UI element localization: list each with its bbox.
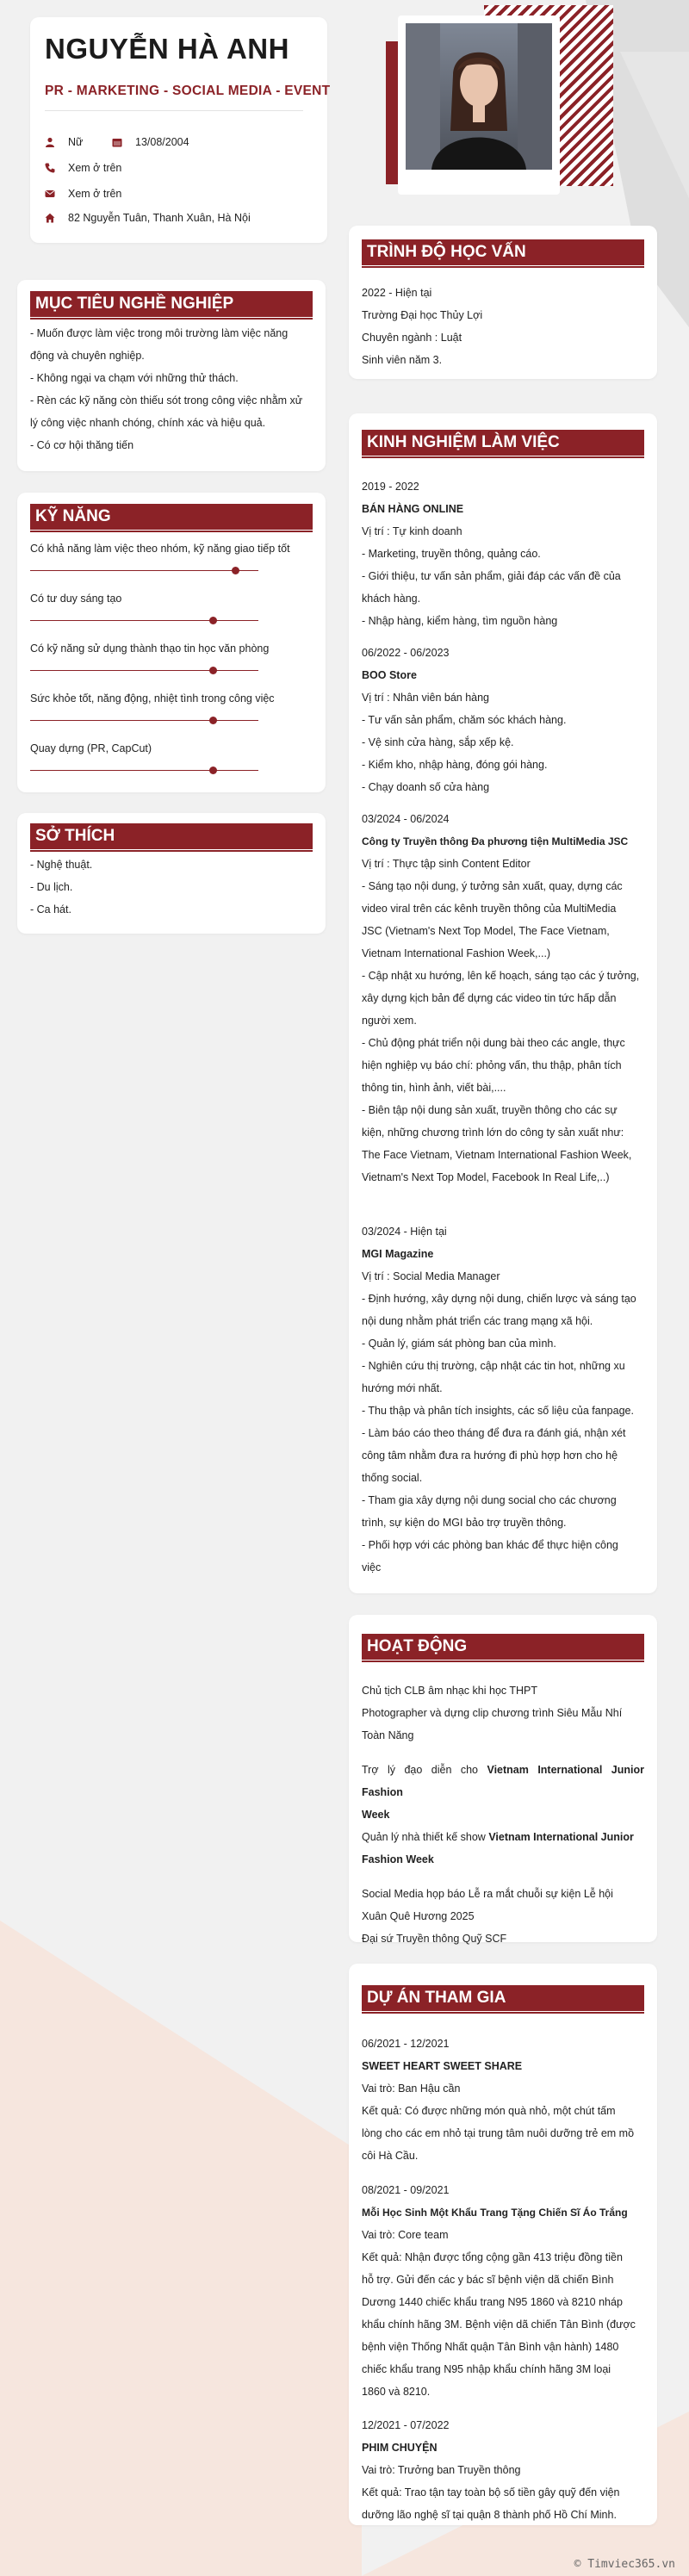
project-line: Kết quả: Trao tận tay toàn bộ số tiền gây quỹ đến viện — [362, 2486, 620, 2498]
education-status: Sinh viên năm 3. — [362, 354, 443, 366]
birthdate-value: 13/08/2004 — [135, 136, 189, 148]
activity-item: Photographer và dựng clip chương trình Siêu Mẫu Nhí — [362, 1707, 623, 1719]
person-icon — [45, 137, 55, 147]
skill-bar — [30, 570, 258, 571]
education-title: TRÌNH ĐỘ HỌC VẤN — [362, 239, 644, 265]
project-name: Mỗi Học Sinh Một Khẩu Trang Tặng Chiến Sĩ Áo Trắng — [362, 2207, 628, 2219]
activity-item: Toàn Năng — [362, 1729, 414, 1741]
job-company: BOO Store — [362, 669, 417, 681]
experience-title: KINH NGHIỆM LÀM VIỆC — [362, 430, 644, 456]
job-line: trình, sự kiện do MGI bảo trợ truyền thông. — [362, 1517, 567, 1529]
activity-event: Fashion Week — [362, 1853, 434, 1865]
candidate-subtitle: PR - MARKETING - SOCIAL MEDIA - EVENT — [45, 84, 331, 98]
project-name: PHIM CHUYỆN — [362, 2442, 438, 2454]
job-entry — [362, 1220, 644, 1579]
job-line: - Phối hợp với các phòng ban khác để thực hiện công — [362, 1539, 618, 1551]
objective-line: - Muốn được làm việc trong môi trường làm việc năng — [30, 327, 289, 339]
skill-bar — [30, 720, 258, 721]
job-line: - Quản lý, giám sát phòng ban của mình. — [362, 1338, 556, 1350]
job-line: - Giới thiệu, tư vấn sản phẩm, giải đáp các vấn đề của — [362, 570, 621, 582]
project-line: 1860 và 8210. — [362, 2386, 431, 2398]
phone-value: Xem ở trên — [68, 162, 122, 174]
info-address — [45, 212, 251, 224]
job-line: kiện, những chương trình lớn do công ty sản xuất như: — [362, 1127, 624, 1139]
job-line: - Marketing, truyền thông, quảng cáo. — [362, 548, 541, 560]
job-line: Vietnam International Fashion Week,...) — [362, 947, 551, 959]
project-entry — [362, 2414, 644, 2526]
education-period: 2022 - Hiện tại — [362, 287, 432, 299]
job-line: video viral trên các kênh truyền thông của MultiMedia — [362, 903, 617, 915]
skill-label: Có khả năng làm việc theo nhóm, kỹ năng giao tiếp tốt — [30, 543, 290, 555]
hobbies-body — [30, 853, 313, 921]
education-school: Trường Đại học Thủy Lợi — [362, 309, 483, 321]
job-entry — [362, 808, 644, 1189]
job-line: hướng mới nhất. — [362, 1382, 443, 1394]
objective-line: động và chuyên nghiệp. — [30, 350, 145, 362]
project-role: Vai trò: Trưởng ban Truyền thông — [362, 2464, 521, 2476]
skill-handle — [209, 717, 217, 724]
job-company: BÁN HÀNG ONLINE — [362, 503, 464, 515]
job-line: - Thu thập và phân tích insights, các số liệu của fanpage. — [362, 1405, 634, 1417]
job-line: - Tư vấn sản phẩm, chăm sóc khách hàng. — [362, 714, 567, 726]
job-line: thống social. — [362, 1472, 423, 1484]
objective-line: lý công việc nhanh chóng, chính xác và hiệu quả. — [30, 417, 266, 429]
job-line: - Định hướng, xây dựng nội dung, chiến lược và sáng tạo — [362, 1293, 636, 1305]
job-period: 03/2024 - Hiện tại — [362, 1226, 447, 1238]
footer-watermark: © Timviec365.vn — [574, 2558, 675, 2571]
info-email[interactable] — [45, 188, 121, 200]
job-line: - Tham gia xây dựng nội dung social cho các chương — [362, 1494, 617, 1506]
project-line: dưỡng lão nghệ sĩ tại quận 8 thành phố Hồ Chí Minh. — [362, 2509, 617, 2521]
project-line: lòng cho các em nhỏ tại trung tâm nuôi dưỡng trẻ em mồ — [362, 2127, 635, 2139]
job-period: 03/2024 - 06/2024 — [362, 813, 450, 825]
objective-body — [30, 322, 313, 456]
activity-item: Social Media họp báo Lễ ra mắt chuỗi sự kiện Lễ hội — [362, 1888, 613, 1900]
project-line: bệnh viện Thống Nhất quận Tân Bình vận hành) 1480 — [362, 2341, 619, 2353]
phone-icon — [45, 163, 55, 173]
activity-item: Xuân Quê Hương 2025 — [362, 1910, 475, 1922]
project-role: Vai trò: Core team — [362, 2229, 449, 2241]
project-period: 06/2021 - 12/2021 — [362, 2038, 450, 2050]
job-line: thông tin, hình ảnh, viết bài,.... — [362, 1082, 506, 1094]
skill-label: Sức khỏe tốt, năng động, nhiệt tình trong công việc — [30, 692, 275, 705]
job-company: Công ty Truyền thông Đa phương tiện MultiMedia JSC — [362, 835, 629, 847]
job-line: việc — [362, 1561, 382, 1574]
header-divider — [45, 110, 303, 111]
job-line: - Chạy doanh số cửa hàng — [362, 781, 490, 793]
job-line: - Nhập hàng, kiểm hàng, tìm nguồn hàng — [362, 615, 558, 627]
activity-text: Trợ lý đạo diễn cho — [362, 1764, 487, 1776]
project-period: 08/2021 - 09/2021 — [362, 2184, 450, 2196]
skills-title: KỸ NĂNG — [30, 504, 313, 530]
skill-bar — [30, 770, 258, 771]
profile-photo — [406, 23, 552, 170]
activity-text: Quản lý nhà thiết kế show — [362, 1831, 489, 1843]
hobby-item: - Nghệ thuật. — [30, 859, 93, 871]
activity-item — [362, 1759, 644, 1803]
job-line: Vietnam's Next Top Model, Facebook In Real Life,..) — [362, 1171, 610, 1183]
skill-bar — [30, 670, 258, 671]
activity-event: Vietnam International Junior Fashion — [362, 1764, 644, 1798]
project-line: Kết quả: Nhận được tổng cộng gần 413 triệu đồng tiền — [362, 2251, 623, 2263]
project-entry — [362, 2033, 644, 2167]
job-line: người xem. — [362, 1015, 417, 1027]
job-line: - Sáng tạo nội dung, ý tưởng sản xuất, quay, dựng các — [362, 880, 623, 892]
education-body — [362, 282, 644, 371]
job-line: công tâm nhằm đưa ra hướng đi phù hợp hơn cho hệ — [362, 1449, 618, 1462]
hobby-item: - Ca hát. — [30, 903, 71, 916]
job-entry — [362, 475, 644, 632]
job-line: - Nghiên cứu thị trường, cập nhật các tin hot, những xu — [362, 1360, 625, 1372]
job-line: khách hàng. — [362, 593, 421, 605]
objective-title: MỤC TIÊU NGHỀ NGHIỆP — [30, 291, 313, 317]
skill-label: Có kỹ năng sử dụng thành thạo tin học văn phòng — [30, 642, 270, 655]
skill-bar — [30, 620, 258, 621]
home-icon — [45, 213, 55, 223]
job-role: Vị trí : Thực tập sinh Content Editor — [362, 858, 531, 870]
job-line: xây dựng kịch bản để dựng các video tin tức hấp dẫn — [362, 992, 617, 1004]
project-line: chiếc khẩu trang N95 nhập khẩu chính hãng 3M loại — [362, 2363, 611, 2375]
education-major: Chuyên ngành : Luật — [362, 332, 462, 344]
activities-body — [362, 1679, 644, 1950]
job-line: nội dung nhằm phát triển các trang mạng xã hội. — [362, 1315, 593, 1327]
job-line: hiện nghiệp vụ báo chí: phỏng vấn, thu thập, phân tích — [362, 1059, 622, 1071]
activity-item: Chủ tịch CLB âm nhạc khi học THPT — [362, 1685, 538, 1697]
job-company: MGI Magazine — [362, 1248, 434, 1260]
mail-icon — [45, 189, 55, 199]
project-role: Vai trò: Ban Hậu cần — [362, 2083, 461, 2095]
skill-handle — [209, 767, 217, 774]
skill-label: Quay dựng (PR, CapCut) — [30, 742, 152, 754]
job-line: - Chủ động phát triển nội dung bài theo các angle, thực — [362, 1037, 625, 1049]
skill-label: Có tư duy sáng tạo — [30, 593, 122, 605]
gender-value: Nữ — [68, 136, 84, 148]
skill-handle — [209, 617, 217, 624]
project-period: 12/2021 - 07/2022 — [362, 2419, 450, 2431]
activity-event: Vietnam International Junior — [488, 1831, 634, 1843]
email-value: Xem ở trên — [68, 188, 122, 200]
hobby-item: - Du lịch. — [30, 881, 73, 893]
job-line: - Làm báo cáo theo tháng để đưa ra đánh giá, nhận xét — [362, 1427, 626, 1439]
activity-item — [362, 1826, 644, 1848]
job-line: JSC (Vietnam's Next Top Model, The Face Vietnam, — [362, 925, 610, 937]
job-line: - Kiểm kho, nhập hàng, đóng gói hàng. — [362, 759, 548, 771]
job-role: Vị trí : Nhân viên bán hàng — [362, 692, 490, 704]
project-line: hỗ trợ. Gửi đến các y bác sĩ bệnh viện dã chiến Bình — [362, 2274, 614, 2286]
info-gender — [45, 136, 83, 148]
info-birthdate — [112, 136, 189, 148]
job-period: 06/2022 - 06/2023 — [362, 647, 450, 659]
project-line: Dương 1440 chiếc khẩu trang N95 1860 và 8210 nháp — [362, 2296, 623, 2308]
skill-handle — [232, 567, 239, 574]
objective-line: - Không ngại va chạm với những thử thách. — [30, 372, 239, 384]
projects-title: DỰ ÁN THAM GIA — [362, 1985, 644, 2011]
calendar-icon — [112, 137, 122, 147]
project-entry — [362, 2179, 644, 2403]
job-role: Vị trí : Social Media Manager — [362, 1270, 500, 1282]
job-line: - Vệ sinh cửa hàng, sắp xếp kệ. — [362, 736, 514, 748]
objective-line: - Có cơ hội thăng tiến — [30, 439, 134, 451]
address-value: 82 Nguyễn Tuân, Thanh Xuân, Hà Nội — [68, 212, 251, 224]
activity-item: Đại sứ Truyền thông Quỹ SCF — [362, 1933, 507, 1945]
project-line: khẩu chính hãng 3M. Bệnh viện dã chiến Tân Bình (được — [362, 2318, 636, 2331]
project-name: SWEET HEART SWEET SHARE — [362, 2060, 523, 2072]
job-line: - Biên tập nội dung sản xuất, truyền thông cho các sự — [362, 1104, 618, 1116]
candidate-name: NGUYỄN HÀ ANH — [45, 33, 289, 65]
job-line: - Cập nhật xu hướng, lên kế hoạch, sáng tạo các ý tưởng, — [362, 970, 640, 982]
skill-handle — [209, 667, 217, 674]
objective-line: - Rèn các kỹ năng còn thiếu sót trong công việc nhằm xử — [30, 394, 303, 407]
hobbies-title: SỞ THÍCH — [30, 823, 313, 849]
project-line: Kết quả: Có được những món quà nhỏ, một chút tấm — [362, 2105, 616, 2117]
job-period: 2019 - 2022 — [362, 481, 419, 493]
job-entry — [362, 642, 644, 798]
activity-event: Week — [362, 1809, 390, 1821]
activities-title: HOẠT ĐỘNG — [362, 1634, 644, 1660]
job-role: Vị trí : Tự kinh doanh — [362, 525, 462, 537]
info-phone[interactable] — [45, 162, 121, 174]
job-line: The Face Vietnam, Vietnam International Fashion Week, — [362, 1149, 632, 1161]
project-line: côi Hà Cầu. — [362, 2150, 419, 2162]
